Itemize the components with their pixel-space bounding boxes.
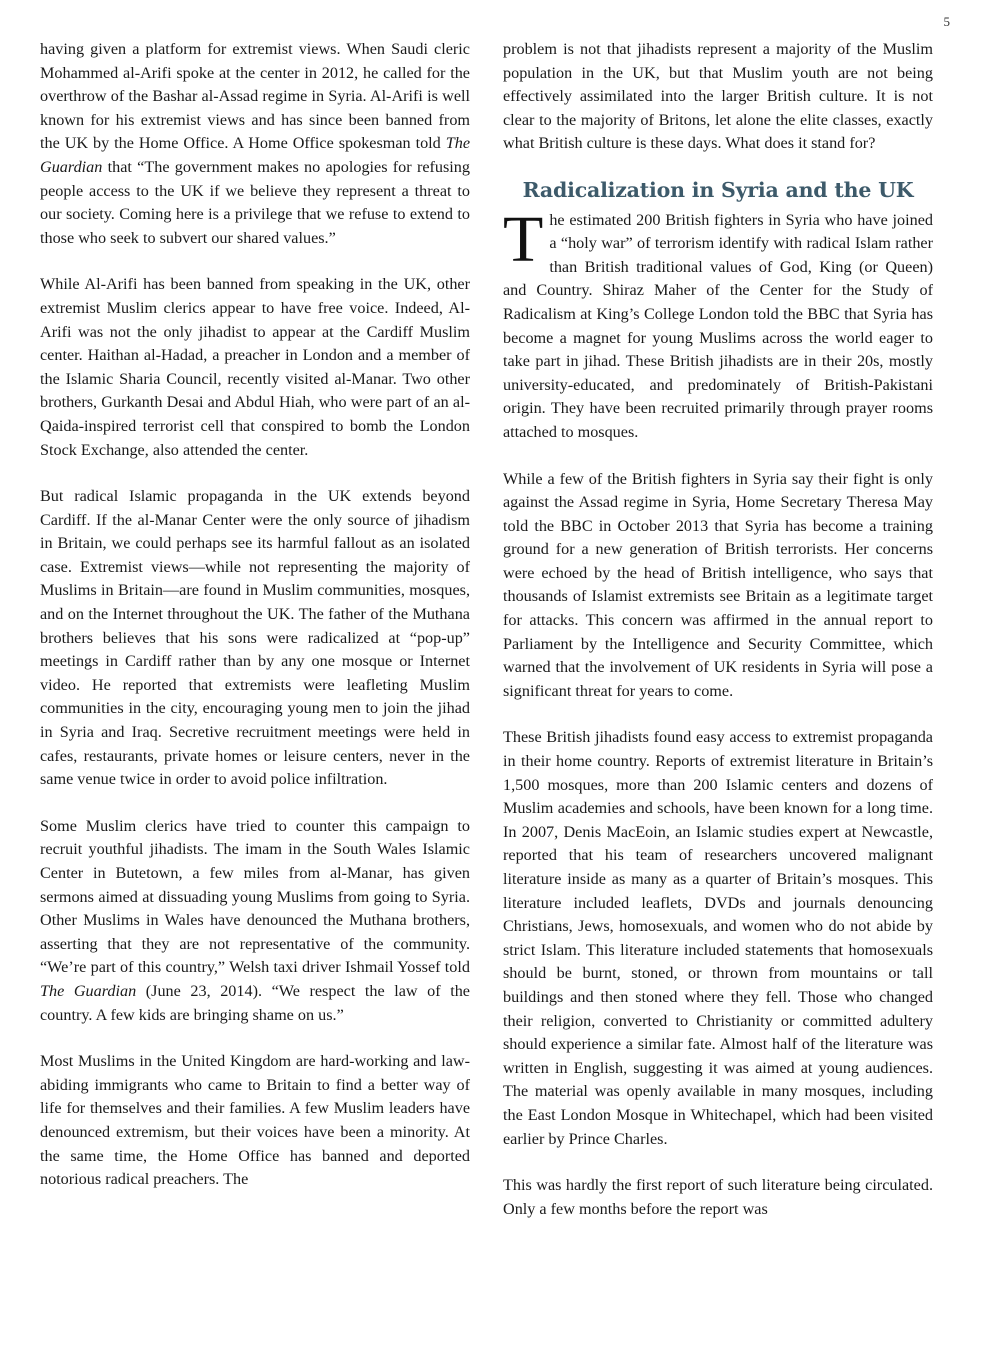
right-column	[503, 38, 933, 1221]
page-number: 5	[943, 14, 950, 29]
drop-cap: T	[503, 202, 544, 276]
paragraph: While a few of the British fighters in Syria say their fight is only against the Assad regime in Syria, Home Secretary Theresa May told the BBC in October 2013 that Syria has become a training ground for a new generation of British terrorists. Her concerns were echoed by the head of British intelligence, who says that thousands of Islamist extremists see Britain as a legitimate target for attacks. This concern was affirmed in the annual report to Parliament by the Intelligence and Security Committee, which warned that the involvement of UK residents in Syria will pose a significant threat for years to come.	[503, 469, 933, 700]
left-column	[40, 38, 470, 1192]
paragraph: having given a platform for extremist views. When Saudi cleric Mohammed al-Arifi spoke at the center in 2012, he called for the overthrow of the Bashar al-Assad regime in Syria. Al-Arifi is well known for his extremist views and has since been banned from the UK by the Home Office. A Home Office spokesman told The Guardian that “The government makes no apologies for refusing people access to the UK if we believe they represent a threat to our society. Coming here is a privilege that we refuse to extend to those who seek to subvert our shared values.”	[40, 40, 470, 247]
paragraph: Some Muslim clerics have tried to counter this campaign to recruit youthful jihadists. The imam in the South Wales Islamic Center in Butetown, a few miles from al-Manar, has given sermons aimed at dissuading young Muslims from going to Syria. Other Muslims in Wales have denounced the Muthana brothers, asserting that they are not representative of the community. “We’re part of this country,” Welsh taxi driver Ishmail Yossef told The Guardian (June 23, 2014). “We respect the law of the country. A few kids are bringing shame on us.”	[40, 816, 470, 1024]
paragraph: problem is not that jihadists represent a majority of the Muslim population in the UK, but that Muslim youth are not being effectively assimilated into the larger British culture. It is not clear to the majority of Britons, let alone the elite classes, exactly what British culture is these days. What does it stand for?	[503, 40, 933, 153]
paragraph: Most Muslims in the United Kingdom are hard-working and law-abiding immigrants who came to Britain to find a better way of life for themselves and their families. A few Muslim leaders have denounced extremism, but their voices have been a minority. At the same time, the Home Office has banned and deported notorious radical preachers. The	[40, 1052, 470, 1189]
publication-title: The Guardian	[40, 134, 470, 176]
publication-title: The Guardian	[40, 981, 137, 1000]
paragraph: This was hardly the first report of such literature being circulated. Only a few months before the report was	[503, 1176, 933, 1218]
paragraph: The estimated 200 British fighters in Syria who have joined a “holy war” of terrorism identify with radical Islam rather than British traditional values of God, King (or Queen) and Country. Shiraz Maher of the Center for the Study of Radicalism at King’s College London told the BBC that Syria has become a magnet for young Muslims across the world eager to take part in jihad. These British jihadists are in their 20s, mostly university-educated, and predominately of British-Pakistani origin. They have been recruited primarily through prayer rooms attached to mosques.	[503, 202, 933, 441]
paragraph: These British jihadists found easy access to extremist propaganda in their home country. Reports of extremist literature in Britain’s 1,500 mosques, more than 200 Islamic centers and dozens of Muslim academies and schools, have been known for a long time. In 2007, Denis MacEoin, an Islamic studies expert at Newcastle, reported that his team of researchers uncovered malignant literature inside as many as a quarter of Britain’s mosques. This literature included leaflets, DVDs and journals denouncing Christians, Jews, homosexuals, and women who do not abide by strict Islam. This literature included statements that homosexuals should be burnt, stoned, or thrown from mountains or tall buildings and then stoned where they fell. Those who changed their religion, converted to Christianity or committed adultery should experience a similar fate. Almost half of the literature was written in English, suggesting it was aimed at young audiences. The material was openly available in many mosques, including the East London Mosque in Whitechapel, which had been visited earlier by Prince Charles.	[503, 728, 933, 1148]
section-heading: Radicalization in Syria and the UK	[522, 177, 914, 202]
paragraph: But radical Islamic propaganda in the UK extends beyond Cardiff. If the al-Manar Center were the only source of jihadism in Britain, we could perhaps see its harmful fallout as an isolated case. Extremist views—while not representing the majority of Muslims in Britain—are found in Muslim communities, mosques, and on the Internet throughout the UK. The father of the Muthana brothers believes that his sons were radicalized at “pop-up” meetings in Cardiff rather than by any one mosque or Internet video. He reported that extremists were leafleting Muslim communities in the city, encouraging young men to join the jihad in Syria and Iraq. Secretive recruitment meetings were held in cafes, restaurants, private homes or leisure centers, never in the same venue twice in order to avoid police infiltration.	[40, 487, 470, 789]
paragraph: While Al-Arifi has been banned from speaking in the UK, other extremist Muslim clerics appear to have free voice. Indeed, Al-Arifi was not the only jihadist to appear at the Cardiff Muslim center. Haithan al-Hadad, a preacher in London and a member of the Islamic Sharia Council, recently visited al-Manar. Two other brothers, Gurkanth Desai and Abdul Hiah, who were part of an al-Qaida-inspired terrorist cell that conspired to bomb the London Stock Exchange, also attended the center.	[40, 275, 470, 459]
